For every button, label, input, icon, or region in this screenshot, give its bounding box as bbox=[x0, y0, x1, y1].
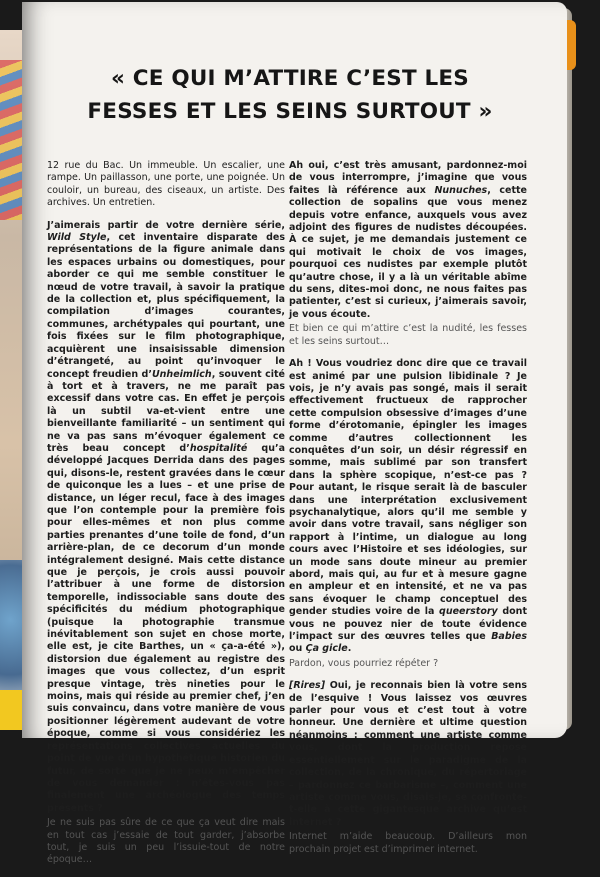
question-3-text: Ah ! Vous voudriez donc dire que ce travail est animé par une pulsion libidinale ? Je vois, je n’y avais pas songé, mais il serait effectivement fructueux de rapprocher cette compulsion obsessive d’images d’une forme d’érotomanie, épingler les images comme d’autres collectionnent les conquêtes d’un soir, un désir régressif en somme, mais sublimé par son transfert dans la sphère scopique, n’est-ce pas ? Pour autant, le risque serait là de basculer dans une interprétation exclusivement psychanalytique, alors qu’il me semble y avoir dans votre travail, sans négliger son rapport à l’intime, un dialogue au long cours avec l’Histoire et ses idéologies, sur un mode sans doute mineur au premier abord, mais qui, au fur et à mesure gagne en ampleur et en intensité, et ne va pas sans évoquer le champ conceptuel des gender studies voire de la bbox=[289, 358, 527, 618]
question-2 bbox=[289, 160, 527, 321]
term-queerstory: queerstory bbox=[439, 606, 498, 618]
question-3-text: dont vous ne pouvez nier de toute évidence l’impact sur des œuvres telles que bbox=[289, 606, 527, 643]
right-column bbox=[289, 160, 527, 866]
question-2-text: Ah oui, c’est très amusant, pardonnez-moi de vous interrompre, j’imagine que vous faites là référence aux bbox=[289, 160, 527, 196]
question-2-text: , cette collection de sopalins que vous menez depuis votre enfance, auxquels vous avez adjoint des figures de nudistes découpées. À ce sujet, je me demandais justement ce qui motivait le choix de vos images, pourquoi ces nudistes par exemple plutôt qu’autre chose, il y a là un véritable abîme du sens, dites-moi donc, ne nous faites pas patienter, c’est si curieux, j’aimerais savoir, je vous écoute. bbox=[289, 184, 527, 320]
work-title-wild-style: Wild Style bbox=[47, 232, 107, 244]
facing-page-illustration bbox=[0, 60, 22, 220]
answer-3: Pardon, vous pourriez répéter ? bbox=[289, 657, 439, 669]
question-3 bbox=[289, 358, 527, 656]
work-title-babies: Babies bbox=[491, 631, 527, 643]
question-1-text: qu’a développé Jacques Derrida dans des pages qui, disons-le, restent gravées dans le cœur de quiconque les a lues – et une prise de distance, un léger recul, face à des images que l’on contemple pour la première fois pour elles-mêmes et non plus comme parties prenantes d’une toile de fond, d’un arrière-plan, de ce decorum d’un monde intégralement designé. Mais cette distance que je perçois, je crois aussi pouvoir l’attribuer à une forme de distorsion temporelle, indissociable sans doute des spécificités du médium photographique (puisque la photographie transmue inévitablement son sujet en chose morte, elle est, je cite Barthes, un « ça-a-été »), distorsion due également au registre des images que vous collectez, d’un esprit presque vintage, très nineties pour le moins, mais qui réside au premier chef, j’en suis convaincu, dans votre manière de vous positionner légèrement audevant de votre époque, comme si vous considériez les représentations collectives actuelles du point de vue d’un hypothétique historien du futur, de sorte que je ne peux m’empêcher de vous demander : n’êtes-vous pas finalement une archéologue des temps présents ? bbox=[47, 442, 285, 814]
question-4 bbox=[289, 680, 527, 829]
intro-paragraph: 12 rue du Bac. Un immeuble. Un escalier, une rampe. Un paillasson, une porte, une poignée. Un couloir, un bureau, des ciseaux, un artiste. Des archives. Un entretien. bbox=[47, 160, 285, 209]
work-title-ca-gicle: Ça gicle bbox=[305, 643, 348, 655]
title-line-1: « CE QUI M’ATTIRE C’EST LES bbox=[111, 66, 469, 91]
answer-1: Je ne suis pas sûre de ce que ça veut dire mais en tout cas j’essaie de tout garder, j’absorbe tout, je suis un peu l’issuie-tout de notre époque… bbox=[47, 817, 285, 866]
laughter-note: [Rires] bbox=[289, 680, 326, 692]
question-1-text: , cet inventaire disparate des représentations de la figure animale dans les espaces urbains ou domestiques, pour aborder ce qui me semble constituer le nœud de votre travail, à savoir la pratique de la collection et, plus spécifiquement, la compilation d’images courantes, communes, archétypales qui pourtant, une fois fixées sur le film photographique, acquièrent une insaisissable dimension d’étrangeté, au point qu’invoquer le concept freudien d’ bbox=[47, 232, 286, 380]
answer-4: Internet m’aide beaucoup. D’ailleurs mon prochain projet est d’imprimer internet. bbox=[289, 831, 527, 855]
left-column bbox=[47, 160, 285, 877]
question-1-text: J’aimerais partir de votre dernière série, bbox=[47, 219, 285, 231]
answer-2: Et bien ce qui m’attire c’est la nudité, les fesses et les seins surtout… bbox=[289, 323, 527, 347]
title-line-2: FESSES ET LES SEINS SURTOUT » bbox=[87, 99, 493, 124]
article-title bbox=[40, 62, 540, 128]
question-3-text: . bbox=[347, 643, 352, 655]
question-4-text: Oui, je reconnais bien là votre sens de l’esquive ! Vous laissez vos œuvres parler pour vous et c’est tout à votre honneur. Une dernière et ultime question néanmoins : comment une artiste comme vous, dont la production repose essentiellement sur le paradigme de la collection, de la chronique, du répertoriage – pardonnez ce barbarisme –, comment une artiste comme vous, disais-je, se confronte-t-elle à cette gigantesque archive qu’est internet ? bbox=[289, 680, 527, 828]
question-1 bbox=[47, 220, 285, 816]
work-title-nunuches: Nunuches bbox=[434, 184, 488, 196]
question-1-text: , souvent cité à tort et à travers, ne me paraît pas excessif dans votre cas. En effet je perçois là un subtil va-et-vient entre une bienveillante familiarité – un sentiment qui ne va pas sans m’évoquer également ce très beau concept d’ bbox=[47, 368, 285, 454]
question-3-text: ou bbox=[289, 643, 306, 655]
term-unheimlich: Unheimlich bbox=[151, 368, 212, 380]
term-hospitalite: hospitalité bbox=[189, 442, 248, 454]
